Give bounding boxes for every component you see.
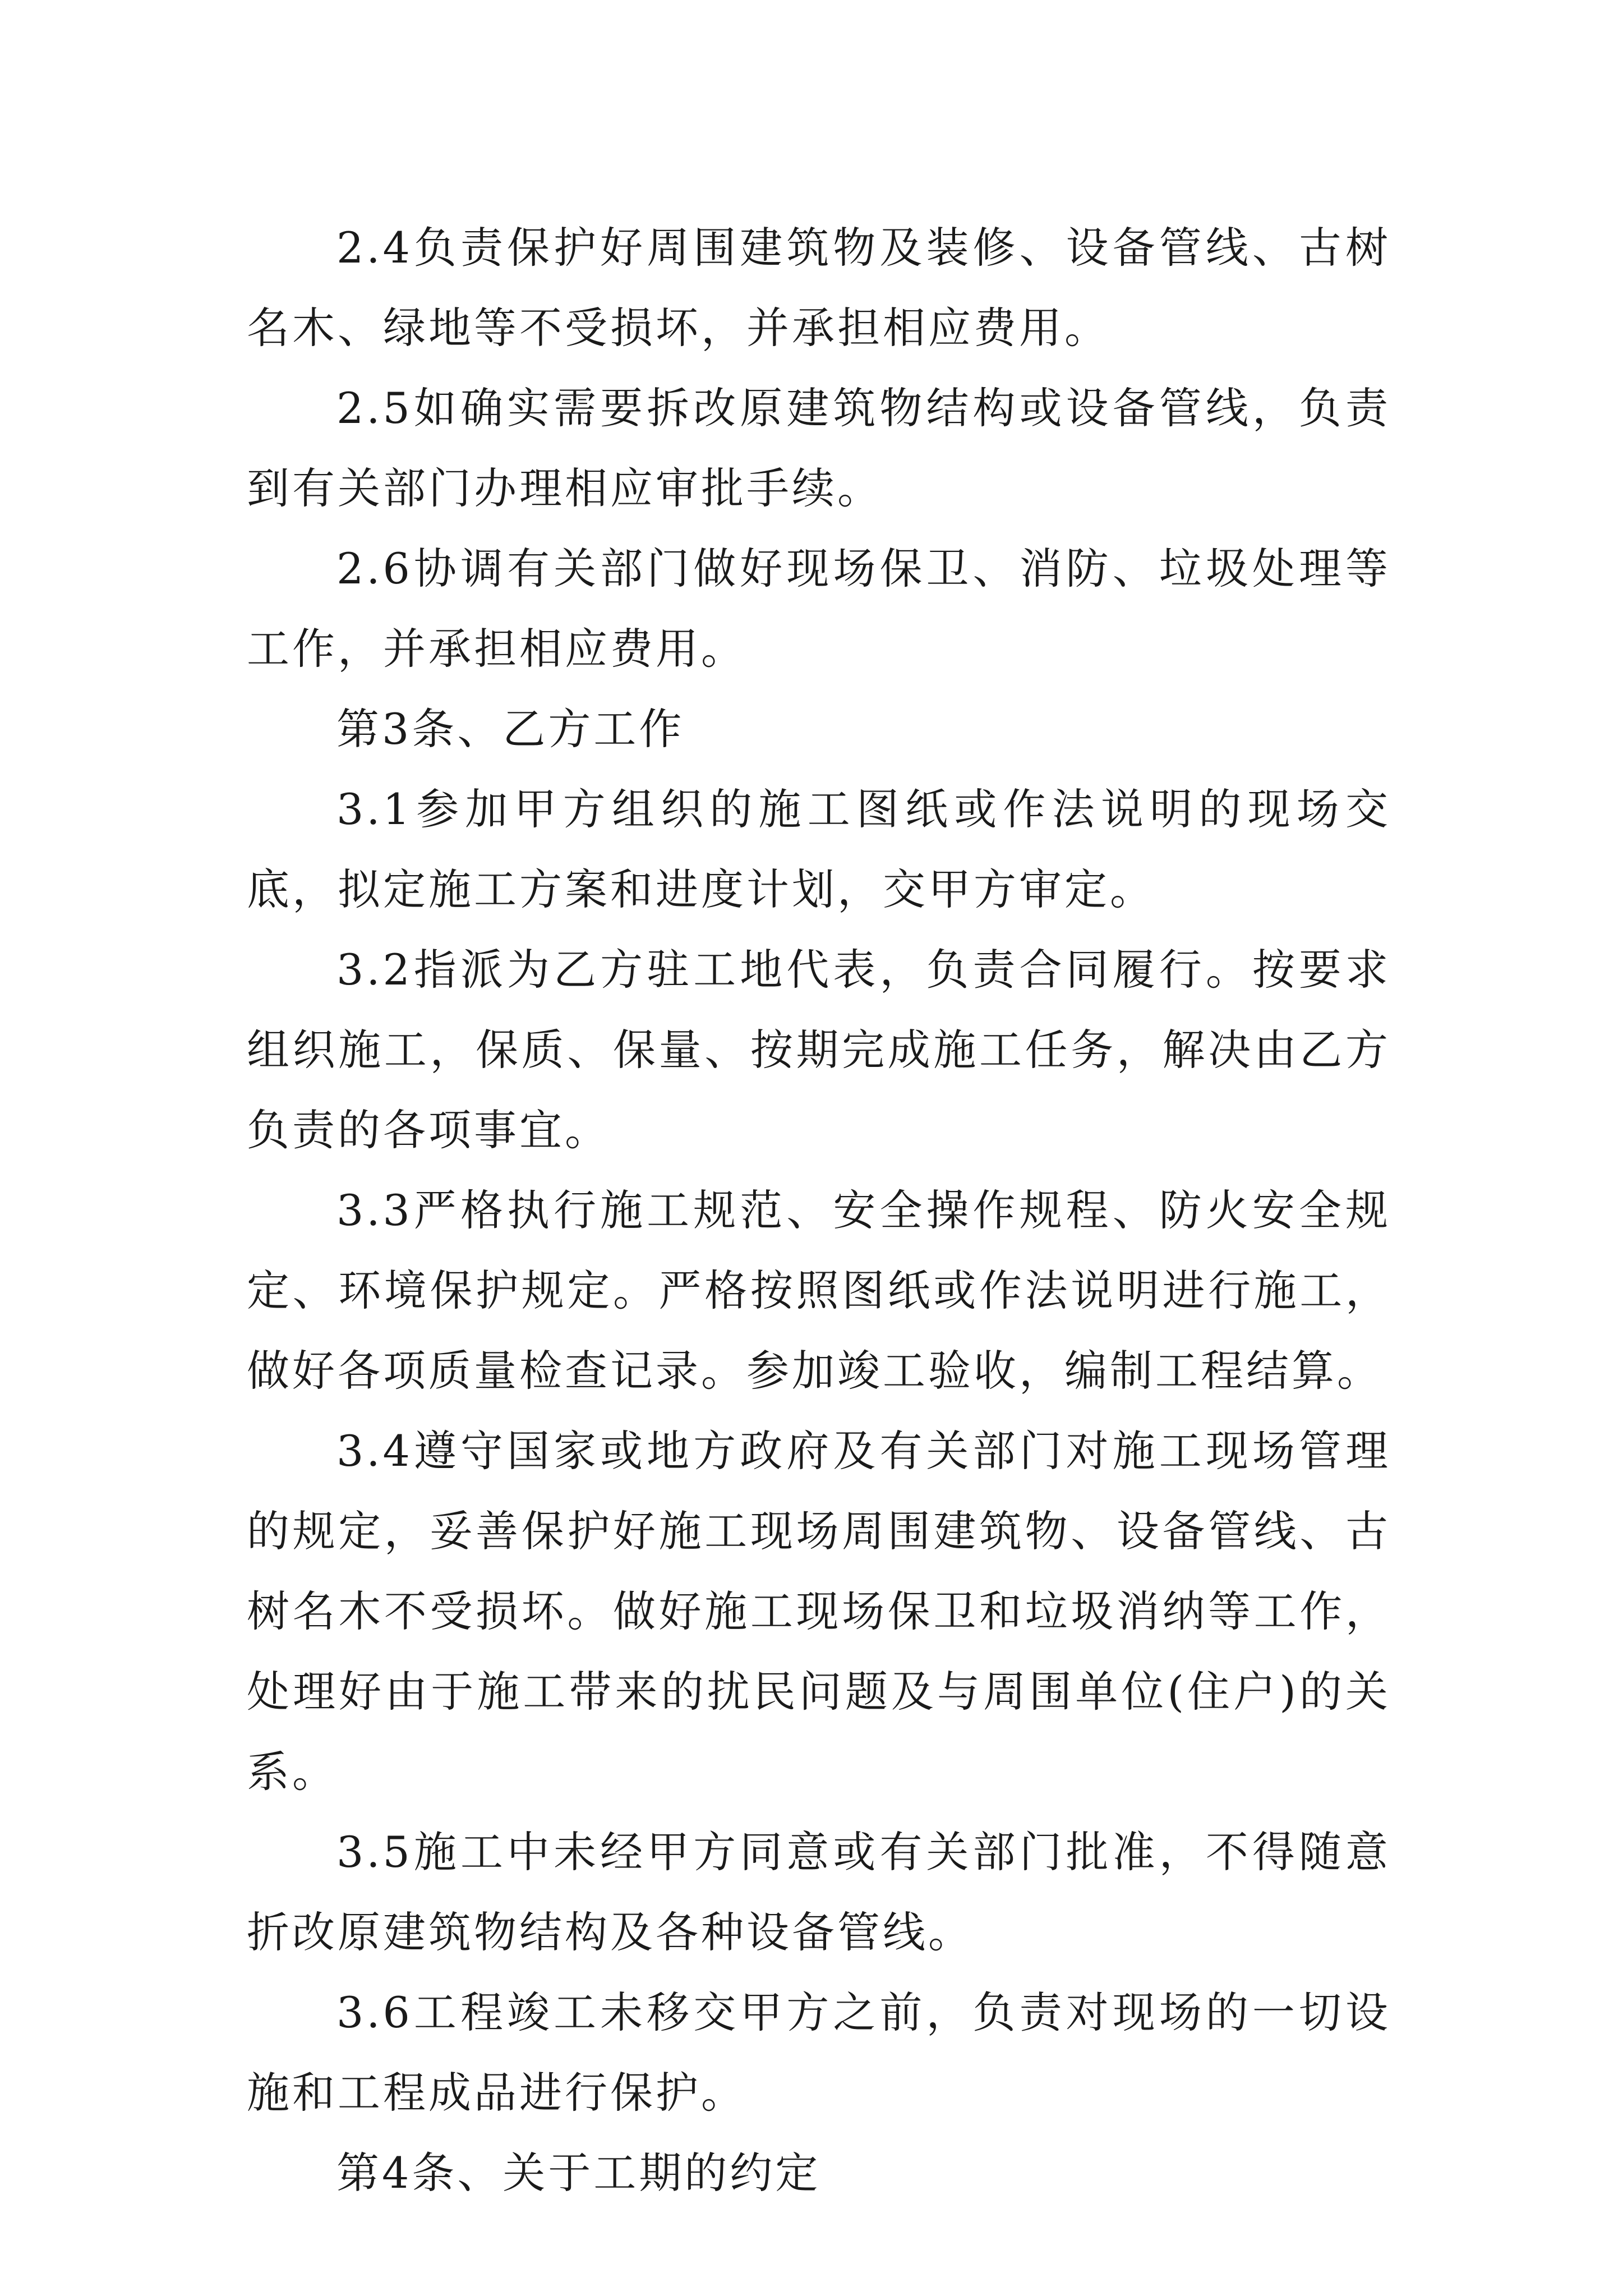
- document-page: [247, 208, 1391, 2213]
- clause-2-6: 2.6协调有关部门做好现场保卫、消防、垃圾处理等工作，并承担相应费用。: [247, 544, 1391, 674]
- clause-3-1: 3.1参加甲方组织的施工图纸或作法说明的现场交底，拟定施工方案和进度计划，交甲方审定。: [247, 784, 1391, 914]
- clause-3-3: 3.3严格执行施工规范、安全操作规程、防火安全规定、环境保护规定。严格按照图纸或作法说明进行施工，做好各项质量检查记录。参加竣工验收，编制工程结算。: [247, 1185, 1391, 1396]
- clause-3-5: 3.5施工中未经甲方同意或有关部门批准，不得随意折改原建筑物结构及各种设备管线。: [247, 1827, 1391, 1957]
- clause-3-2: 3.2指派为乙方驻工地代表，负责合同履行。按要求组织施工，保质、保量、按期完成施工任务，解决由乙方负责的各项事宜。: [247, 945, 1391, 1155]
- article-3-heading: 第3条、乙方工作: [336, 704, 685, 754]
- clause-3-6: 3.6工程竣工未移交甲方之前，负责对现场的一切设施和工程成品进行保护。: [247, 1987, 1391, 2118]
- clause-2-4: 2.4负责保护好周围建筑物及装修、设备管线、古树名木、绿地等不受损坏，并承担相应费用。: [247, 223, 1391, 353]
- clause-3-4: 3.4遵守国家或地方政府及有关部门对施工现场管理的规定，妥善保护好施工现场周围建筑物、设备管线、古树名木不受损坏。做好施工现场保卫和垃圾消纳等工作，处理好由于施工带来的扰民问题及与周围单位(住户)的关系。: [247, 1426, 1391, 1797]
- clause-2-5: 2.5如确实需要拆改原建筑物结构或设备管线，负责到有关部门办理相应审批手续。: [247, 383, 1391, 513]
- article-4-heading: 第4条、关于工期的约定: [336, 2148, 821, 2198]
